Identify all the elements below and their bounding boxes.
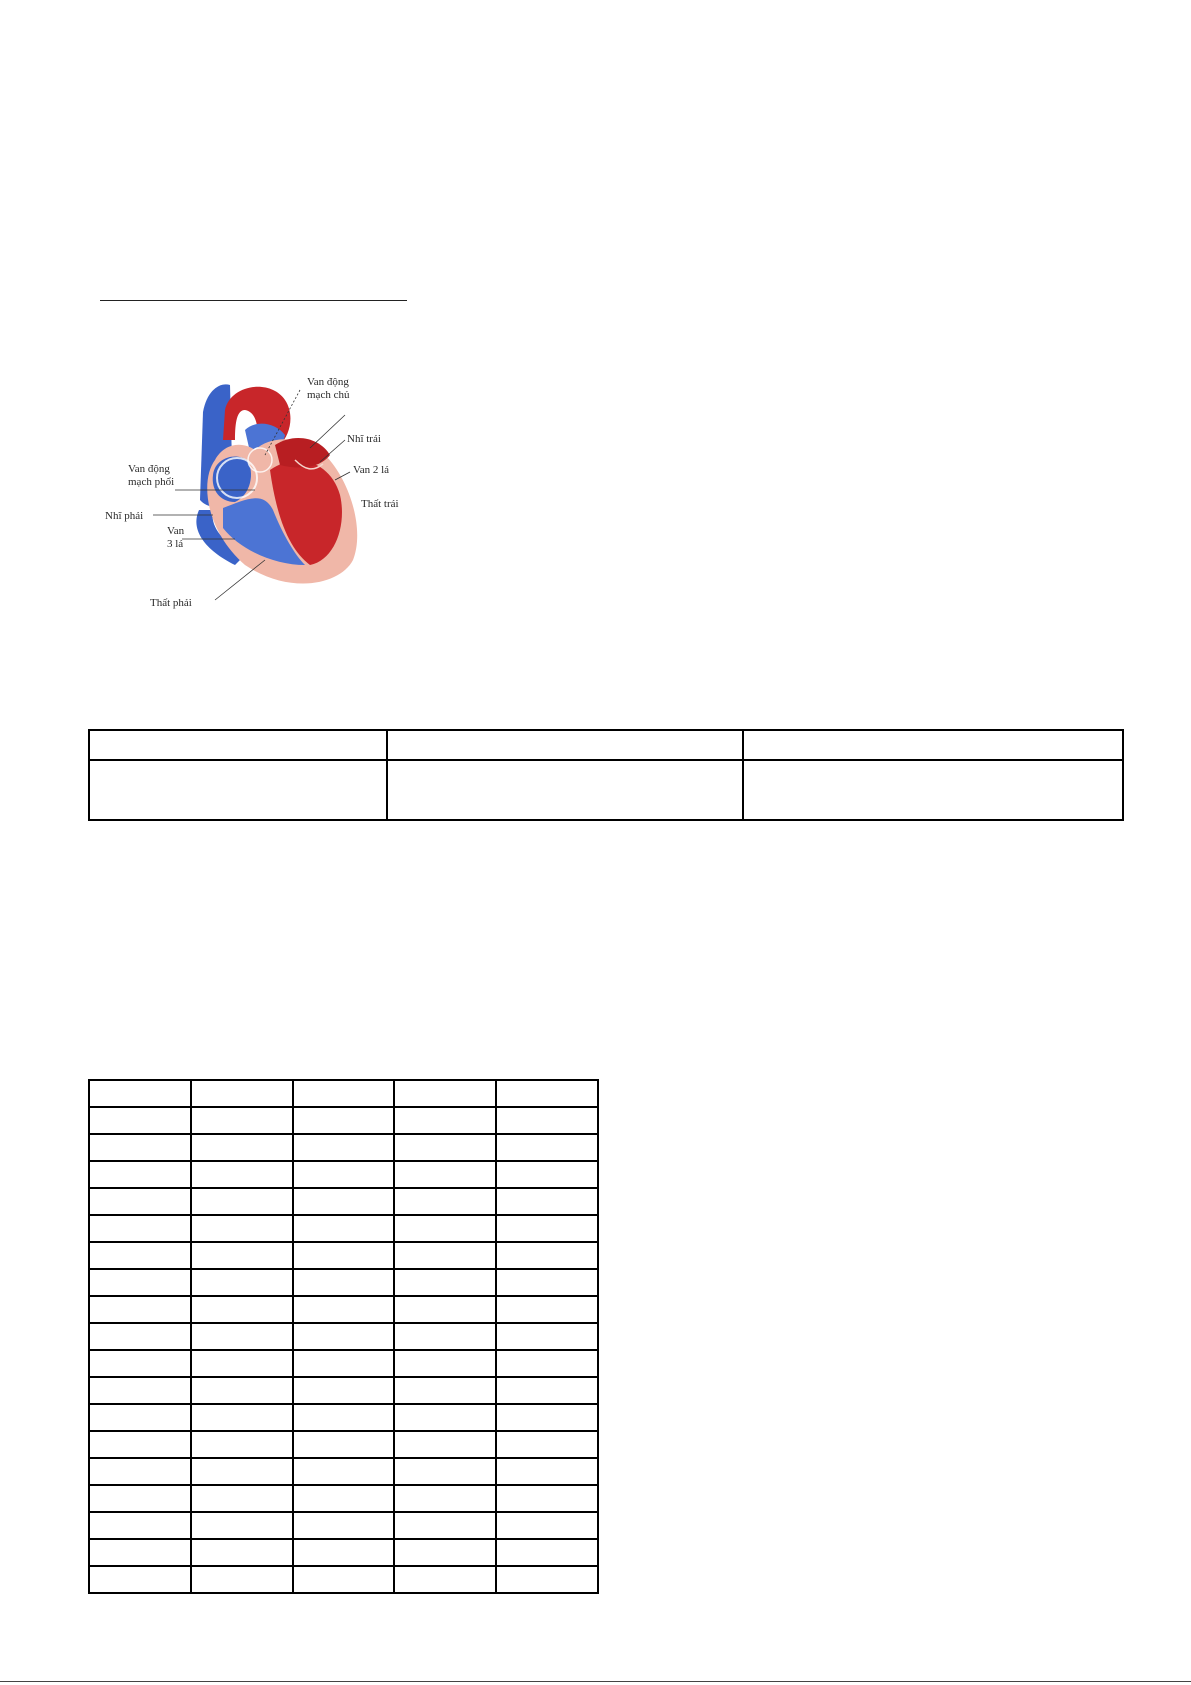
table-row bbox=[89, 1377, 598, 1404]
comparison-table bbox=[88, 729, 1124, 821]
label-aortic-valve-1: Van động bbox=[307, 376, 349, 388]
table-row bbox=[89, 730, 1123, 760]
table-cell bbox=[89, 760, 387, 820]
table-cell bbox=[496, 1134, 598, 1161]
table-cell bbox=[191, 1404, 293, 1431]
table-cell bbox=[89, 1404, 191, 1431]
table-cell bbox=[191, 1188, 293, 1215]
table-cell bbox=[496, 1566, 598, 1593]
data-grid-table bbox=[88, 1079, 599, 1594]
table-cell bbox=[191, 1215, 293, 1242]
table-cell bbox=[293, 1485, 395, 1512]
label-left-ventricle: Thất trái bbox=[361, 498, 399, 510]
label-right-ventricle: Thất phải bbox=[150, 597, 192, 609]
heart-illustration bbox=[95, 360, 425, 620]
data-grid-body bbox=[89, 1080, 598, 1593]
table-cell bbox=[496, 1161, 598, 1188]
table-cell bbox=[293, 1215, 395, 1242]
table-cell bbox=[293, 1323, 395, 1350]
table-cell bbox=[293, 1242, 395, 1269]
table-row bbox=[89, 1566, 598, 1593]
table-cell bbox=[496, 1323, 598, 1350]
table-cell bbox=[191, 1512, 293, 1539]
table-row bbox=[89, 760, 1123, 820]
table-cell bbox=[496, 1215, 598, 1242]
table-row bbox=[89, 1350, 598, 1377]
table-row bbox=[89, 1404, 598, 1431]
table-cell bbox=[89, 1458, 191, 1485]
table-cell bbox=[89, 730, 387, 760]
table-cell bbox=[387, 760, 743, 820]
table-cell bbox=[191, 1161, 293, 1188]
table-row bbox=[89, 1485, 598, 1512]
table-cell bbox=[191, 1242, 293, 1269]
table-cell bbox=[496, 1080, 598, 1107]
table-cell bbox=[496, 1404, 598, 1431]
table-cell bbox=[394, 1269, 496, 1296]
table-cell bbox=[394, 1242, 496, 1269]
table-cell bbox=[394, 1512, 496, 1539]
table-cell bbox=[191, 1080, 293, 1107]
table-cell bbox=[394, 1404, 496, 1431]
table-cell bbox=[293, 1269, 395, 1296]
table-cell bbox=[394, 1485, 496, 1512]
table-cell bbox=[191, 1134, 293, 1161]
section-underline bbox=[100, 300, 407, 301]
table-cell bbox=[394, 1350, 496, 1377]
table-cell bbox=[743, 730, 1123, 760]
table-cell bbox=[191, 1323, 293, 1350]
table-row bbox=[89, 1539, 598, 1566]
table-cell bbox=[496, 1512, 598, 1539]
table-cell bbox=[496, 1242, 598, 1269]
table-cell bbox=[89, 1269, 191, 1296]
table-cell bbox=[496, 1539, 598, 1566]
table-row bbox=[89, 1269, 598, 1296]
table-cell bbox=[293, 1512, 395, 1539]
table-cell bbox=[394, 1215, 496, 1242]
table-cell bbox=[191, 1296, 293, 1323]
label-right-atrium: Nhĩ phải bbox=[105, 510, 144, 522]
table-cell bbox=[394, 1539, 496, 1566]
table-cell bbox=[89, 1080, 191, 1107]
page-bottom-border bbox=[0, 1681, 1191, 1682]
table-cell bbox=[191, 1269, 293, 1296]
label-pulmonary-valve-1: Van động bbox=[128, 463, 170, 475]
table-row bbox=[89, 1296, 598, 1323]
table-row bbox=[89, 1188, 598, 1215]
table-cell bbox=[394, 1188, 496, 1215]
table-cell bbox=[293, 1134, 395, 1161]
table-cell bbox=[89, 1323, 191, 1350]
label-tricuspid-valve-2: 3 lá bbox=[167, 538, 184, 550]
table-cell bbox=[394, 1377, 496, 1404]
table-cell bbox=[293, 1431, 395, 1458]
table-cell bbox=[394, 1161, 496, 1188]
table-cell bbox=[293, 1350, 395, 1377]
table-cell bbox=[394, 1323, 496, 1350]
table-cell bbox=[89, 1485, 191, 1512]
label-left-atrium: Nhĩ trái bbox=[347, 433, 381, 445]
table-row bbox=[89, 1431, 598, 1458]
heart-diagram bbox=[95, 360, 425, 620]
table-cell bbox=[191, 1485, 293, 1512]
table-cell bbox=[496, 1296, 598, 1323]
table-cell bbox=[496, 1431, 598, 1458]
table-cell bbox=[191, 1539, 293, 1566]
table-cell bbox=[89, 1134, 191, 1161]
table-cell bbox=[394, 1080, 496, 1107]
table-cell bbox=[293, 1080, 395, 1107]
table-cell bbox=[293, 1539, 395, 1566]
table-cell bbox=[394, 1107, 496, 1134]
table-cell bbox=[293, 1404, 395, 1431]
table-cell bbox=[89, 1539, 191, 1566]
table-cell bbox=[293, 1107, 395, 1134]
table-cell bbox=[496, 1350, 598, 1377]
table-cell bbox=[191, 1350, 293, 1377]
table-cell bbox=[394, 1431, 496, 1458]
table-cell bbox=[191, 1458, 293, 1485]
table-cell bbox=[496, 1377, 598, 1404]
table-cell bbox=[89, 1188, 191, 1215]
table-cell bbox=[89, 1512, 191, 1539]
table-cell bbox=[394, 1296, 496, 1323]
table-cell bbox=[191, 1377, 293, 1404]
table-cell bbox=[89, 1215, 191, 1242]
table-cell bbox=[394, 1458, 496, 1485]
label-mitral-valve: Van 2 lá bbox=[353, 464, 390, 476]
table-cell bbox=[89, 1296, 191, 1323]
table-cell bbox=[293, 1296, 395, 1323]
table-cell bbox=[387, 730, 743, 760]
table-cell bbox=[191, 1431, 293, 1458]
table-row bbox=[89, 1458, 598, 1485]
label-tricuspid-valve-1: Van bbox=[167, 525, 185, 537]
table-row bbox=[89, 1215, 598, 1242]
table-cell bbox=[89, 1107, 191, 1134]
label-aortic-valve-2: mạch chủ bbox=[307, 389, 350, 401]
table-cell bbox=[496, 1269, 598, 1296]
table-cell bbox=[293, 1161, 395, 1188]
table-cell bbox=[743, 760, 1123, 820]
table-cell bbox=[293, 1566, 395, 1593]
table-row bbox=[89, 1323, 598, 1350]
table-row bbox=[89, 1161, 598, 1188]
table-row bbox=[89, 1242, 598, 1269]
table-cell bbox=[293, 1188, 395, 1215]
table-row bbox=[89, 1512, 598, 1539]
table-cell bbox=[293, 1377, 395, 1404]
label-pulmonary-valve-2: mạch phổi bbox=[128, 476, 175, 488]
table-cell bbox=[89, 1431, 191, 1458]
table-row bbox=[89, 1107, 598, 1134]
table-cell bbox=[496, 1458, 598, 1485]
table-cell bbox=[89, 1377, 191, 1404]
right-ventricle-leader bbox=[215, 560, 265, 600]
table-cell bbox=[191, 1107, 293, 1134]
table-cell bbox=[496, 1107, 598, 1134]
table-cell bbox=[89, 1566, 191, 1593]
table-row bbox=[89, 1134, 598, 1161]
table-cell bbox=[89, 1242, 191, 1269]
table-cell bbox=[191, 1566, 293, 1593]
table-cell bbox=[496, 1188, 598, 1215]
table-cell bbox=[394, 1134, 496, 1161]
table-cell bbox=[293, 1458, 395, 1485]
table-cell bbox=[89, 1161, 191, 1188]
left-atrium-leader bbox=[310, 415, 345, 448]
table-cell bbox=[496, 1485, 598, 1512]
table-row bbox=[89, 1080, 598, 1107]
table-cell bbox=[394, 1566, 496, 1593]
table-cell bbox=[89, 1350, 191, 1377]
